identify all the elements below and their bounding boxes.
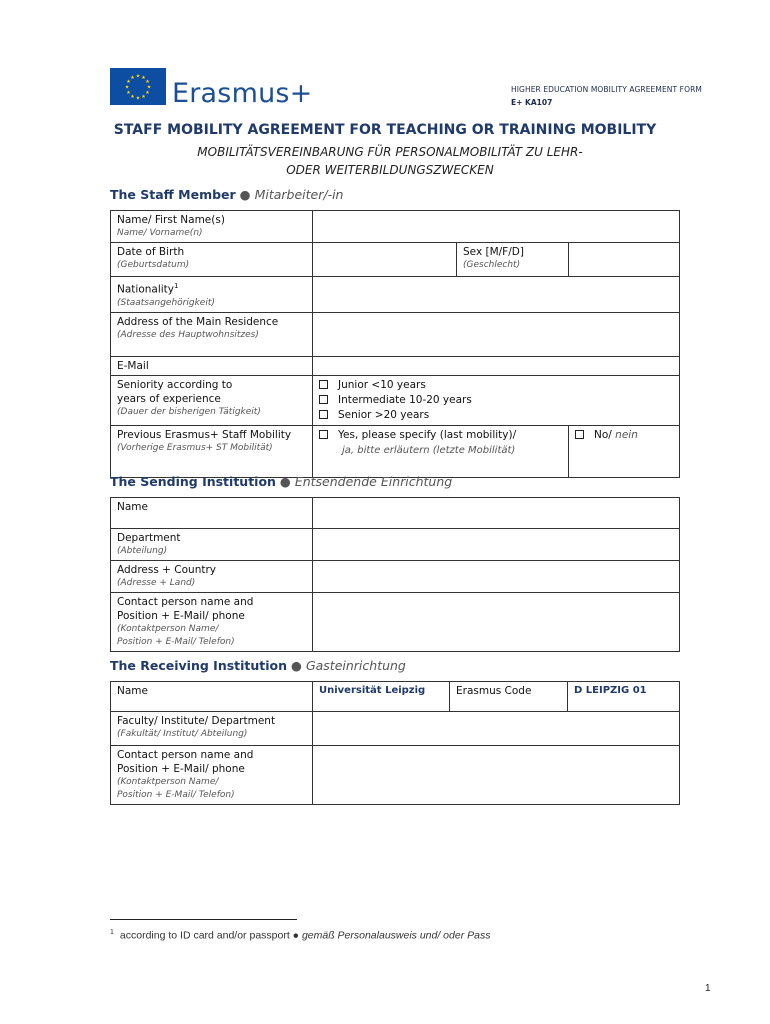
bullet-icon: ● (239, 187, 251, 202)
staff-heading-de: Mitarbeiter/-in (254, 187, 344, 202)
checkbox-icon[interactable] (575, 430, 584, 439)
staff-heading-en: The Staff Member (110, 187, 236, 202)
eu-star-icon: ★ (141, 93, 146, 100)
staff-table (110, 210, 680, 478)
sending-heading-en: The Sending Institution (110, 474, 276, 489)
footnote-divider (110, 919, 297, 920)
sending-name-field[interactable] (313, 498, 680, 529)
seniority-label-cell: Seniority according to years of experience (Dauer der bisherigen Tätigkeit) (111, 375, 313, 425)
address-label-cell: Address of the Main Residence (Adresse des Hauptwohnsitzes) (111, 312, 313, 356)
dob-field[interactable] (313, 243, 457, 277)
previous-yes-option[interactable]: Yes, please specify (last mobility)/ (319, 428, 562, 443)
sending-table (110, 497, 680, 652)
eu-star-icon: ★ (130, 74, 135, 81)
erasmus-code-label-cell: Erasmus Code (450, 682, 568, 712)
name-field[interactable] (313, 211, 680, 243)
page-subtitle: MOBILITÄTSVEREINBARUNG FÜR PERSONALMOBILITÄT ZU LEHR- ODER WEITERBILDUNGSZWECKEN (197, 145, 583, 177)
page-number: 1 (705, 983, 711, 994)
seniority-junior-option[interactable]: Junior <10 years (319, 378, 673, 393)
receiving-faculty-label-cell: Faculty/ Institute/ Department (Fakultät/ Institut/ Abteilung) (111, 712, 313, 746)
sending-section-heading (110, 474, 452, 489)
receiving-name-value: Universität Leipzig (313, 682, 450, 712)
page-title: STAFF MOBILITY AGREEMENT FOR TEACHING OR TRAINING MOBILITY (113, 122, 657, 138)
email-field[interactable] (313, 356, 680, 375)
form-type: HIGHER EDUCATION MOBILITY AGREEMENT FORM (511, 85, 702, 94)
seniority-senior-option[interactable]: Senior >20 years (319, 408, 673, 423)
name-label-cell: Name/ First Name(s) Name/ Vorname(n) (111, 211, 313, 243)
nationality-label-cell: Nationality$^1$ (Staatsangehörigkeit) (111, 277, 313, 313)
bullet-icon: ● (292, 929, 300, 942)
sending-department-label-cell: Department (Abteilung) (111, 529, 313, 561)
seniority-options (313, 375, 680, 425)
erasmus-code-value: D LEIPZIG 01 (568, 682, 680, 712)
sending-name-label-cell: Name (111, 498, 313, 529)
eu-star-icon: ★ (145, 78, 150, 85)
sending-contact-field[interactable] (313, 593, 680, 652)
checkbox-icon[interactable] (319, 395, 328, 404)
address-field[interactable] (313, 312, 680, 356)
receiving-heading-en: The Receiving Institution (110, 658, 288, 673)
bullet-icon: ● (279, 474, 291, 489)
brand-name: Erasmus+ (172, 78, 313, 109)
eu-flag-icon (110, 68, 166, 105)
previous-no-option[interactable]: No/ nein (575, 428, 673, 443)
form-code: E+ KA107 (511, 98, 553, 107)
sex-label-cell: Sex [M/F/D] (Geschlecht) (457, 243, 569, 277)
checkbox-icon[interactable] (319, 410, 328, 419)
eu-star-icon: ★ (130, 93, 135, 100)
eu-star-icon: ★ (126, 89, 131, 96)
receiving-section-heading (110, 658, 406, 673)
eu-star-icon: ★ (141, 74, 146, 81)
receiving-faculty-field[interactable] (313, 712, 680, 746)
eu-star-icon: ★ (126, 78, 131, 85)
seniority-intermediate-option[interactable]: Intermediate 10-20 years (319, 393, 673, 408)
sending-address-label-cell: Address + Country (Adresse + Land) (111, 561, 313, 593)
eu-star-icon: ★ (145, 89, 150, 96)
receiving-table (110, 681, 680, 805)
staff-section-heading (110, 187, 343, 202)
receiving-contact-field[interactable] (313, 746, 680, 805)
eu-star-icon: ★ (135, 95, 141, 102)
email-label-cell: E-Mail (111, 356, 313, 375)
eu-star-icon: ★ (146, 84, 152, 91)
receiving-contact-label-cell: Contact person name and Position + E-Mail/ phone (Kontaktperson Name/ Position + E-Mail/ Telefon) (111, 746, 313, 805)
sending-contact-label-cell: Contact person name and Position + E-Mail/ phone (Kontaktperson Name/ Position + E-Mail/ Telefon) (111, 593, 313, 652)
dob-label-cell: Date of Birth (Geburtsdatum) (111, 243, 313, 277)
sending-heading-de: Entsendende Einrichtung (294, 474, 453, 489)
nationality-field[interactable] (313, 277, 680, 313)
previous-mobility-yes-cell[interactable]: Yes, please specify (last mobility)/ ja, bitte erläutern (letzte Mobilität) (313, 425, 569, 477)
checkbox-icon[interactable] (319, 380, 328, 389)
receiving-heading-de: Gasteinrichtung (305, 658, 406, 673)
sending-department-field[interactable] (313, 529, 680, 561)
receiving-name-label-cell: Name (111, 682, 313, 712)
sex-field[interactable] (569, 243, 680, 277)
bullet-icon: ● (291, 658, 302, 673)
checkbox-icon[interactable] (319, 430, 328, 439)
previous-mobility-no-cell[interactable] (569, 425, 680, 477)
form-reference (511, 83, 702, 109)
eu-star-icon: ★ (135, 73, 141, 80)
sending-address-field[interactable] (313, 561, 680, 593)
footnote: $^1$ according to ID card and/or passport ● gemäß Personalausweis und/ oder Pass (110, 929, 491, 942)
eu-star-icon: ★ (124, 84, 130, 91)
previous-mobility-label-cell: Previous Erasmus+ Staff Mobility (Vorherige Erasmus+ ST Mobilität) (111, 425, 313, 477)
